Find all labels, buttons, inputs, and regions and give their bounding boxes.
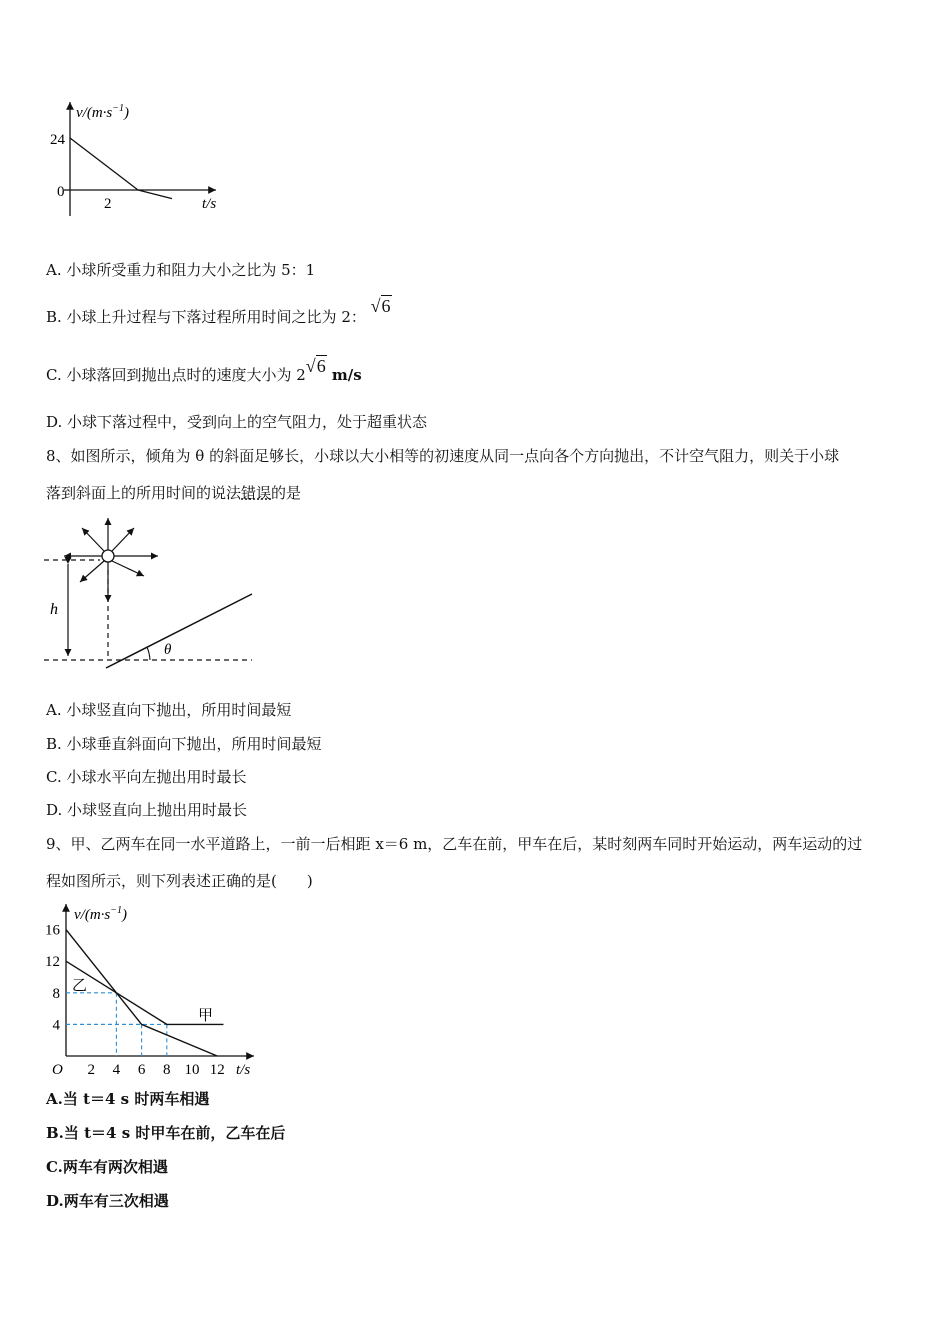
height-label: h — [50, 601, 58, 618]
x-tick-4: 4 — [112, 1062, 121, 1078]
q9-option-b: B.当 t＝4 s 时甲车在前，乙车在后 — [46, 1124, 286, 1142]
x-tick-10: 10 — [184, 1062, 200, 1078]
figure-incline-projection — [40, 510, 260, 670]
series-label-yi: 乙 — [72, 978, 88, 994]
q8-stem-end: 的是 — [271, 484, 302, 502]
q8-emphasis: 错误 — [241, 484, 272, 502]
x-tick-2: 2 — [104, 196, 112, 212]
y-tick-24: 24 — [50, 132, 65, 148]
y-tick-16: 16 — [45, 922, 60, 939]
graph-v-t-two-cars — [40, 898, 270, 1080]
y-tick-0: 0 — [57, 184, 65, 200]
angle-arc — [147, 647, 150, 660]
q9-stem-line2: 程如图所示，则下列表述正确的是( ) — [46, 872, 313, 890]
q7-option-c — [46, 356, 362, 385]
x-tick-8: 8 — [163, 1062, 171, 1078]
x-axis-label: t/s — [202, 196, 217, 212]
q8-option-a: A. 小球竖直向下抛出，所用时间最短 — [46, 701, 292, 719]
y-tick-4: 4 — [52, 1017, 60, 1034]
series-line-extension — [138, 190, 172, 199]
graph-v-t-ball — [40, 98, 240, 218]
x-axis-label: t/s — [236, 1062, 251, 1078]
ball — [102, 550, 114, 562]
q7-option-d: D. 小球下落过程中，受到向上的空气阻力，处于超重状态 — [46, 413, 428, 431]
y-tick-12: 12 — [45, 954, 60, 971]
q9-option-a: A.当 t＝4 s 时两车相遇 — [46, 1090, 210, 1108]
sqrt-6: √6 — [305, 356, 326, 376]
q8-stem-line2 — [46, 483, 301, 503]
q8-option-b: B. 小球垂直斜面向下抛出，所用时间最短 — [46, 735, 322, 753]
origin-label: O — [52, 1062, 63, 1078]
q7-option-a: A. 小球所受重力和阻力大小之比为 5：1 — [46, 261, 316, 279]
q7-option-b — [46, 296, 392, 327]
series-line — [70, 138, 138, 190]
q8-option-d: D. 小球竖直向上抛出用时最长 — [46, 801, 248, 819]
x-tick-12: 12 — [209, 1062, 225, 1078]
q8-stem-text: 落到斜面上的所用时间的说法 — [46, 484, 242, 502]
q7-option-b-text: B. 小球上升过程与下落过程所用时间之比为 2： — [46, 308, 366, 326]
angle-label: θ — [164, 642, 172, 658]
q8-stem-line1: 8、如图所示，倾角为 θ 的斜面足够长，小球以大小相等的初速度从同一点向各个方向抛出，不计空气阻力，则关于小球 — [46, 447, 840, 465]
q9-stem-line1: 9、甲、乙两车在同一水平道路上，一前一后相距 x＝6 m，乙车在前，甲车在后，某时刻两车同时开始运动，两车运动的过 — [46, 835, 863, 853]
x-tick-6: 6 — [137, 1062, 146, 1078]
q8-option-c: C. 小球水平向左抛出用时最长 — [46, 768, 247, 786]
unit-ms: m/s — [326, 366, 362, 384]
q9-option-d: D.两车有三次相遇 — [46, 1192, 169, 1210]
y-axis-label: $v/(m\cdot s^{-1})$ — [76, 103, 129, 121]
y-axis-label: $v/(m\cdot s^{-1})$ — [74, 905, 127, 923]
q7-option-c-text: C. 小球落回到抛出点时的速度大小为 2 — [46, 366, 306, 384]
sqrt-6: √6 — [370, 296, 391, 316]
incline — [106, 594, 252, 668]
series-label-jia: 甲 — [198, 1008, 214, 1024]
x-tick-2: 2 — [87, 1062, 95, 1078]
y-tick-8: 8 — [52, 985, 60, 1002]
q9-option-c: C.两车有两次相遇 — [46, 1158, 168, 1176]
